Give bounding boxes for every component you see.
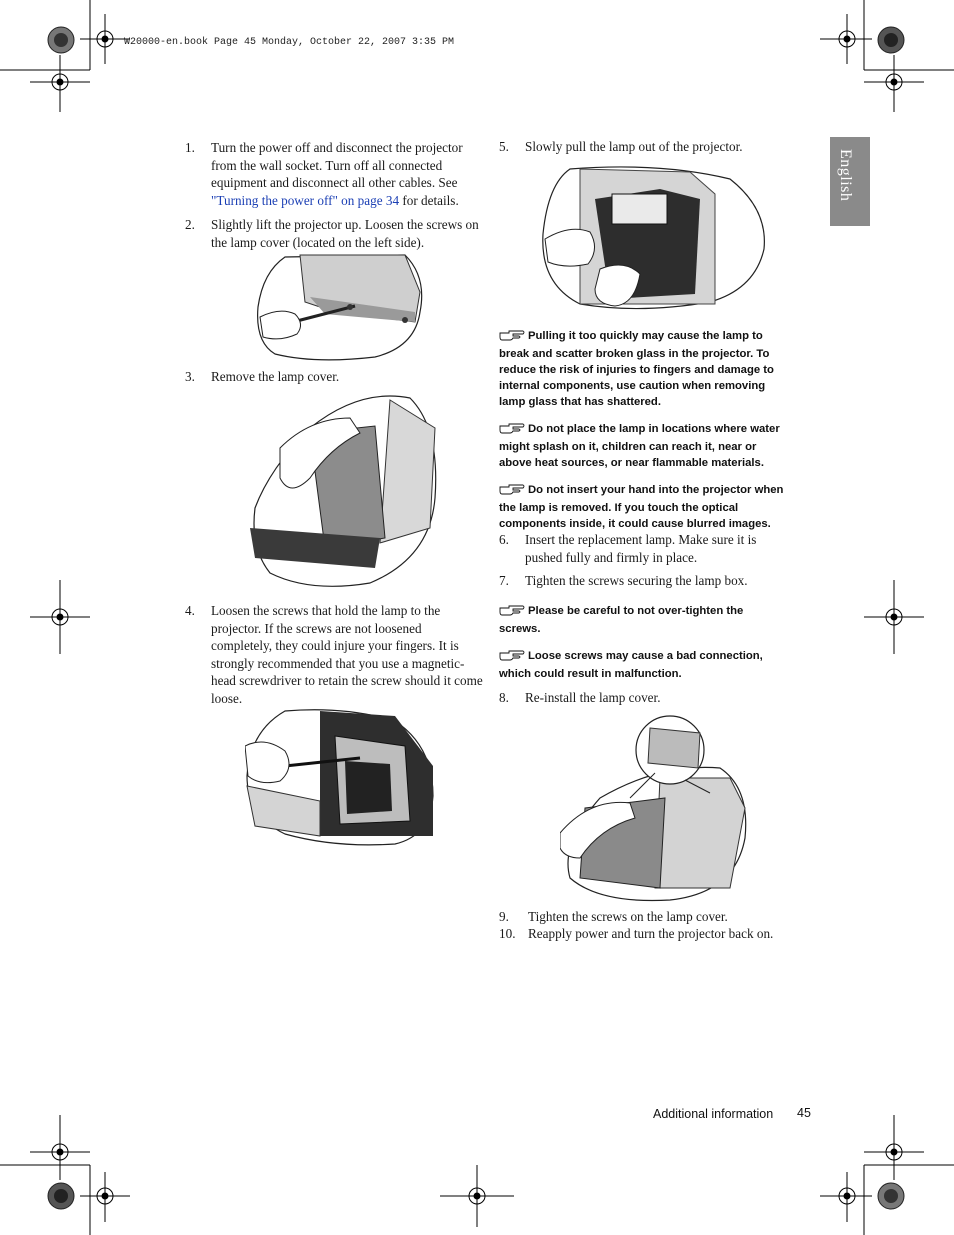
step-number: 1. <box>185 140 195 155</box>
step-number: 7. <box>499 573 509 588</box>
note-text: internal components, use caution when removing <box>499 380 766 392</box>
step-line: Loosen the screws that hold the lamp to the <box>211 603 441 618</box>
language-side-tab <box>830 137 870 226</box>
step-line: Turn the power off and disconnect the projector <box>211 140 463 155</box>
note-text: the lamp is removed. If you touch the optical <box>499 502 739 514</box>
step-line: equipment and disconnect all other cables. See <box>211 175 458 190</box>
side-tab-label: English <box>837 149 854 202</box>
step-number: 8. <box>499 690 509 705</box>
step-number: 6. <box>499 532 509 547</box>
step-line: Slowly pull the lamp out of the projector. <box>525 139 743 154</box>
note-text: above heat sources, or near flammable materials. <box>499 457 764 469</box>
note-text: break and scatter broken glass in the projector. To <box>499 348 770 360</box>
step-line: Re-install the lamp cover. <box>525 690 661 705</box>
note-text: which could result in malfunction. <box>499 668 682 680</box>
note-text: Do not place the lamp in locations where water <box>528 423 780 435</box>
caution-note-1 <box>499 328 819 410</box>
note-text: screws. <box>499 623 541 635</box>
pointing-hand-icon <box>499 329 525 341</box>
book-header-line: W20000-en.book Page 45 Monday, October 22, 2007 3:35 PM <box>124 37 455 48</box>
step-line: Slightly lift the projector up. Loosen the screws on <box>211 217 479 232</box>
step-line: Tighten the screws securing the lamp box. <box>525 573 748 588</box>
pointing-hand-icon <box>499 483 525 495</box>
illustration-remove-cover <box>250 388 440 590</box>
step-line: Remove the lamp cover. <box>211 369 340 384</box>
caution-note-5 <box>499 648 819 682</box>
illustration-loosen-cover-screws <box>255 252 425 364</box>
note-text: Do not insert your hand into the projector when <box>528 484 784 496</box>
step-number: 2. <box>185 217 195 232</box>
note-text: reduce the risk of injuries to fingers and damage to <box>499 364 774 376</box>
step-line: Reapply power and turn the projector back on. <box>528 926 774 941</box>
illustration-reinstall-cover <box>560 708 750 904</box>
caution-note-3 <box>499 482 819 532</box>
step-line: head screwdriver to retain the screw should it come <box>211 673 483 688</box>
note-text: components inside, it could cause blurred images. <box>499 518 771 530</box>
step-number: 10. <box>499 926 516 941</box>
pointing-hand-icon <box>499 422 525 434</box>
pointing-hand-icon <box>499 604 525 616</box>
note-text: lamp glass that has shattered. <box>499 396 661 408</box>
turning-power-off-link[interactable]: "Turning the power off" on page 34 <box>211 192 400 208</box>
step-line-tail: for details. <box>399 192 459 208</box>
caution-note-4 <box>499 603 819 637</box>
illustration-loosen-lamp-screws <box>245 706 435 846</box>
step-number: 9. <box>499 909 509 924</box>
step-line: projector. If the screws are not loosened <box>211 620 422 636</box>
step-line: from the wall socket. Turn off all connected <box>211 157 443 173</box>
step-number: 4. <box>185 603 195 618</box>
step-line: Insert the replacement lamp. Make sure it is <box>525 532 757 547</box>
step-number: 5. <box>499 139 509 154</box>
pointing-hand-icon <box>499 649 525 661</box>
step-line: loose. <box>211 690 243 706</box>
note-text: Please be careful to not over-tighten the <box>528 605 744 617</box>
note-text: Pulling it too quickly may cause the lamp to <box>528 330 763 342</box>
footer-section-title: Additional information <box>653 1107 774 1121</box>
note-text: might splash on it, children can reach it, near or <box>499 441 757 453</box>
step-line: Tighten the screws on the lamp cover. <box>528 909 728 924</box>
step-number: 3. <box>185 369 195 384</box>
step-line: pushed fully and firmly in place. <box>525 549 698 565</box>
illustration-pull-lamp-out <box>540 164 768 312</box>
page-number: 45 <box>797 1106 811 1120</box>
step-line: the lamp cover (located on the left side). <box>211 234 425 250</box>
step-line: completely, they could injure your fingers. It is <box>211 638 459 653</box>
step-line: strongly recommended that you use a magnetic- <box>211 655 465 671</box>
note-text: Loose screws may cause a bad connection, <box>528 650 763 662</box>
caution-note-2 <box>499 421 819 471</box>
